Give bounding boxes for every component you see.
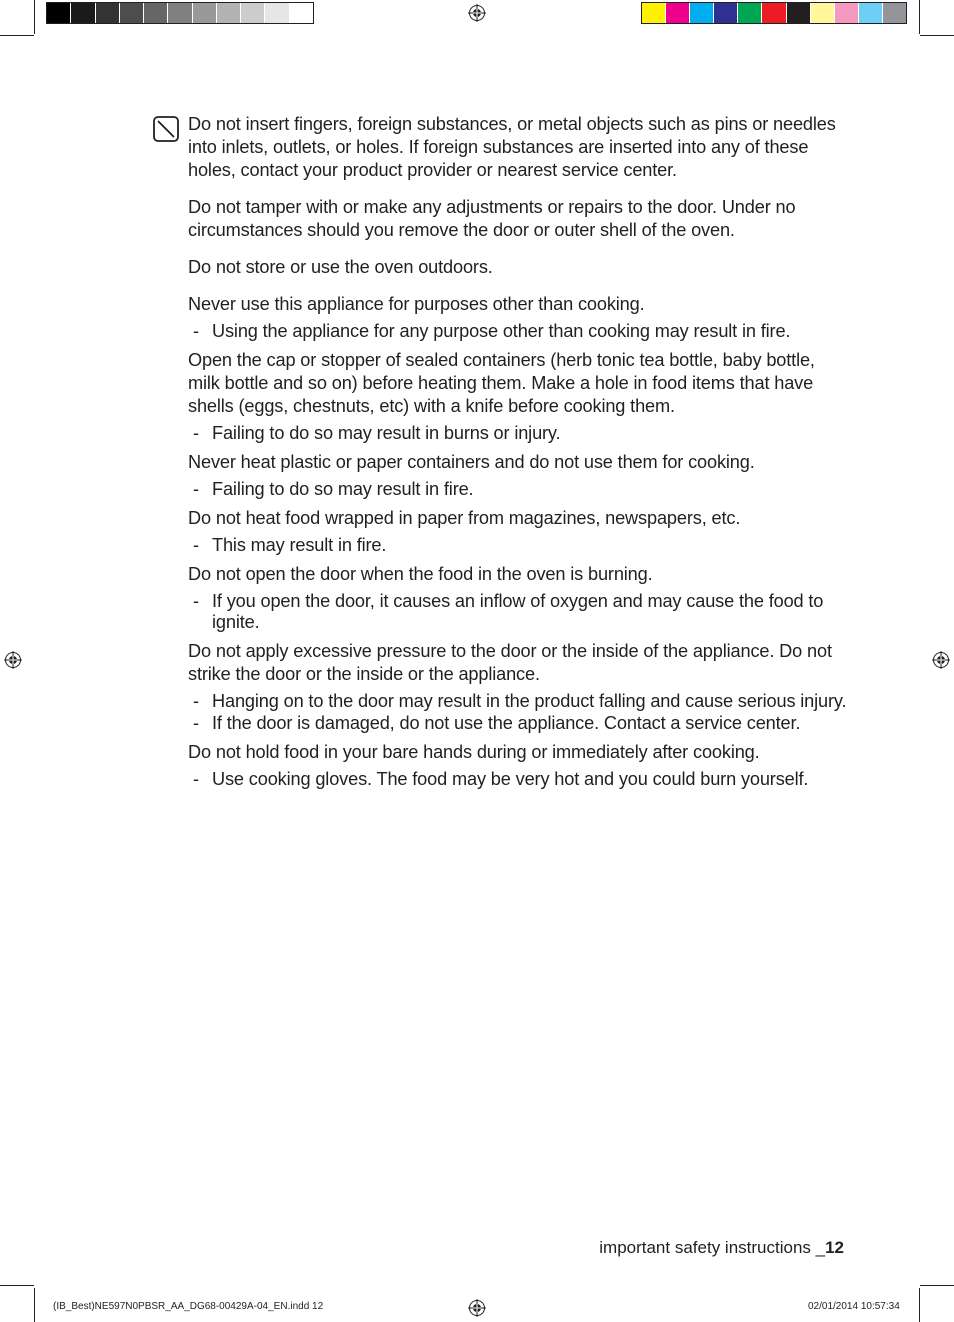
color-swatch <box>859 3 883 23</box>
sub-list <box>188 321 848 342</box>
color-swatch <box>762 3 786 23</box>
color-swatch <box>193 3 217 23</box>
sub-item-text: Use cooking gloves. The food may be very hot and you could burn yourself. <box>212 769 809 789</box>
color-swatch <box>690 3 714 23</box>
color-swatch <box>642 3 666 23</box>
crop-mark <box>0 1285 34 1286</box>
sub-item <box>188 713 848 734</box>
instruction-text: Never use this appliance for purposes other than cooking. <box>188 294 645 314</box>
dash-bullet: - <box>193 713 199 733</box>
color-swatch <box>787 3 811 23</box>
instruction-text: Do not store or use the oven outdoors. <box>188 257 493 277</box>
crop-mark <box>919 1288 920 1322</box>
registration-mark-icon <box>4 651 22 669</box>
sub-item <box>188 769 848 790</box>
prohibit-icon <box>153 116 179 142</box>
color-swatch <box>96 3 120 23</box>
instruction-item <box>188 563 848 633</box>
sub-item <box>188 535 848 556</box>
sub-item-text: If the door is damaged, do not use the appliance. Contact a service center. <box>212 713 801 733</box>
color-swatch <box>835 3 859 23</box>
sub-item <box>188 423 848 444</box>
registration-mark-icon <box>468 1299 486 1317</box>
color-swatch <box>290 3 313 23</box>
instruction-text: Do not hold food in your bare hands during or immediately after cooking. <box>188 742 760 762</box>
dash-bullet: - <box>193 423 199 443</box>
instruction-text: Do not apply excessive pressure to the door or the inside of the appliance. Do not strike the door or the inside or the appliance. <box>188 641 832 684</box>
color-swatch <box>714 3 738 23</box>
color-swatch <box>811 3 835 23</box>
sub-item-text: Hanging on to the door may result in the product falling and cause serious injury. <box>212 691 847 711</box>
instruction-item <box>188 113 848 182</box>
sub-item-text: Using the appliance for any purpose other than cooking may result in fire. <box>212 321 791 341</box>
sub-item <box>188 321 848 342</box>
print-datetime: 02/01/2014 10:57:34 <box>808 1301 900 1312</box>
instruction-item <box>188 256 848 279</box>
section-title: important safety instructions _ <box>599 1238 826 1257</box>
dash-bullet: - <box>193 479 199 499</box>
sub-item <box>188 479 848 500</box>
instruction-item <box>188 741 848 790</box>
color-swatch <box>71 3 95 23</box>
color-swatch <box>144 3 168 23</box>
dash-bullet: - <box>193 535 199 555</box>
sub-item-text: This may result in fire. <box>212 535 387 555</box>
color-swatch <box>738 3 762 23</box>
crop-mark <box>920 1285 954 1286</box>
color-swatch <box>217 3 241 23</box>
instruction-text: Open the cap or stopper of sealed containers (herb tonic tea bottle, baby bottle, milk bottle and so on) before heating them. Make a hole in food items that have shells (eggs, chestnuts, etc) with a knife before cooking them. <box>188 350 815 416</box>
color-swatch <box>168 3 192 23</box>
crop-mark <box>34 0 35 34</box>
sub-list <box>188 591 848 633</box>
grayscale-color-bar <box>46 2 314 24</box>
crop-mark <box>34 1288 35 1322</box>
sub-item <box>188 591 848 633</box>
process-color-bar <box>641 2 907 24</box>
instruction-item <box>188 640 848 734</box>
instruction-item <box>188 293 848 342</box>
instruction-text: Do not tamper with or make any adjustments or repairs to the door. Under no circumstances should you remove the door or outer shell of the oven. <box>188 197 796 240</box>
color-swatch <box>241 3 265 23</box>
dash-bullet: - <box>193 691 199 711</box>
crop-mark <box>919 0 920 34</box>
crop-mark <box>920 35 954 36</box>
instruction-item <box>188 507 848 556</box>
instruction-text: Do not heat food wrapped in paper from magazines, newspapers, etc. <box>188 508 741 528</box>
color-swatch <box>47 3 71 23</box>
color-swatch <box>120 3 144 23</box>
instruction-text: Do not insert fingers, foreign substances, or metal objects such as pins or needles into inlets, outlets, or holes. If foreign substances are inserted into any of these holes, contact your product provider or nearest service center. <box>188 114 836 180</box>
dash-bullet: - <box>193 769 199 789</box>
sub-list <box>188 535 848 556</box>
sub-item-text: Failing to do so may result in burns or injury. <box>212 423 561 443</box>
sub-list <box>188 479 848 500</box>
sub-list <box>188 691 848 734</box>
instruction-text: Do not open the door when the food in the oven is burning. <box>188 564 653 584</box>
instruction-item <box>188 349 848 444</box>
sub-item-text: If you open the door, it causes an inflow of oxygen and may cause the food to ignite. <box>212 591 824 632</box>
color-swatch <box>265 3 289 23</box>
color-swatch <box>883 3 906 23</box>
file-slug: (IB_Best)NE597N0PBSR_AA_DG68-00429A-04_EN.indd 12 <box>53 1301 324 1312</box>
registration-mark-icon <box>468 4 486 22</box>
sub-list <box>188 769 848 790</box>
sub-list <box>188 423 848 444</box>
crop-mark <box>0 35 34 36</box>
sub-item <box>188 691 848 712</box>
instruction-item <box>188 451 848 500</box>
sub-item-text: Failing to do so may result in fire. <box>212 479 474 499</box>
registration-mark-icon <box>932 651 950 669</box>
instruction-text: Never heat plastic or paper containers and do not use them for cooking. <box>188 452 755 472</box>
page-number: 12 <box>825 1238 844 1257</box>
dash-bullet: - <box>193 321 199 341</box>
dash-bullet: - <box>193 591 199 611</box>
instruction-item <box>188 196 848 242</box>
safety-instructions <box>188 113 848 797</box>
color-swatch <box>666 3 690 23</box>
page-footer <box>599 1238 844 1258</box>
